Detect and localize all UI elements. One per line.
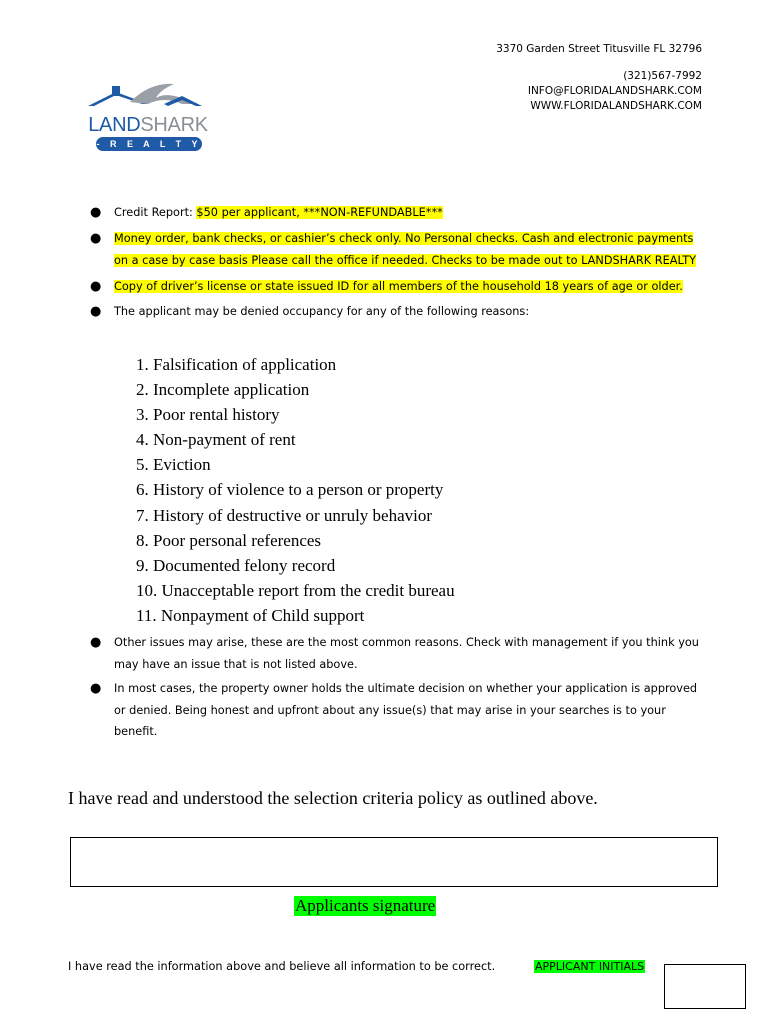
- logo-tagline: - R E A L T Y -: [96, 139, 202, 163]
- logo-wordmark: LANDSHARK: [88, 114, 208, 136]
- initials-field[interactable]: [664, 964, 746, 1009]
- list-item: 11. Nonpayment of Child support: [136, 605, 365, 625]
- company-email: INFO@FLORIDALANDSHARK.COM: [527, 85, 702, 97]
- signature-field[interactable]: [70, 837, 718, 887]
- bullet-dot: ●: [90, 304, 102, 319]
- bullet-denial-intro: ● The applicant may be denied occupancy for any of the following reasons:: [90, 301, 700, 323]
- company-phone: (321)567-7992: [623, 70, 702, 82]
- company-logo: [78, 80, 218, 163]
- denial-reasons-list: [136, 352, 455, 628]
- company-website: WWW.FLORIDALANDSHARK.COM: [530, 100, 702, 112]
- bullet-id-copy: ● Copy of driver’s license or state issued ID for all members of the household 18 years of age or older.: [90, 276, 700, 298]
- list-item: 6. History of violence to a person or property: [136, 480, 444, 500]
- list-item: 4. Non-payment of rent: [136, 430, 296, 450]
- bullet-dot: ●: [90, 231, 102, 246]
- initials-label: APPLICANT INITIALS: [535, 960, 645, 973]
- company-address: 3370 Garden Street Titusville FL 32796: [496, 43, 702, 55]
- signature-label: Applicants signature: [295, 896, 436, 915]
- bullet-dot: ●: [90, 205, 102, 220]
- bullet-owner-decision: ● In most cases, the property owner holds the ultimate decision on whether your application is approved or denied. Being honest and upfront about any issue(s) that may arise in your searches is to your benefit.: [90, 678, 700, 743]
- list-item: 7. History of destructive or unruly behavior: [136, 505, 433, 525]
- list-item: 3. Poor rental history: [136, 405, 280, 425]
- list-item: 10. Unacceptable report from the credit bureau: [136, 580, 455, 600]
- list-item: 8. Poor personal references: [136, 530, 322, 550]
- list-item: 2. Incomplete application: [136, 380, 310, 400]
- bullet-other-issues: ● Other issues may arise, these are the most common reasons. Check with management if you think you may have an issue that is not listed above.: [90, 632, 700, 675]
- list-item: 5. Eviction: [136, 455, 211, 475]
- contact-block: [496, 42, 702, 114]
- list-item: 9. Documented felony record: [136, 555, 336, 575]
- bullet-payment-methods: ● Money order, bank checks, or cashier’s check only. No Personal checks. Cash and electronic payments on a case by case basis Please call the office if needed. Checks to be made out to LANDSHARK REALTY: [90, 228, 700, 271]
- bullet-credit-report: ● Credit Report: $50 per applicant, ***NON-REFUNDABLE***: [90, 202, 700, 224]
- bullet-dot: ●: [90, 635, 102, 650]
- bullet-dot: ●: [90, 681, 102, 696]
- list-item: 1. Falsification of application: [136, 355, 337, 374]
- confirmation-statement: I have read the information above and believe all information to be correct.: [68, 960, 496, 973]
- bullet-dot: ●: [90, 279, 102, 294]
- policy-statement: I have read and understood the selection criteria policy as outlined above.: [68, 788, 598, 808]
